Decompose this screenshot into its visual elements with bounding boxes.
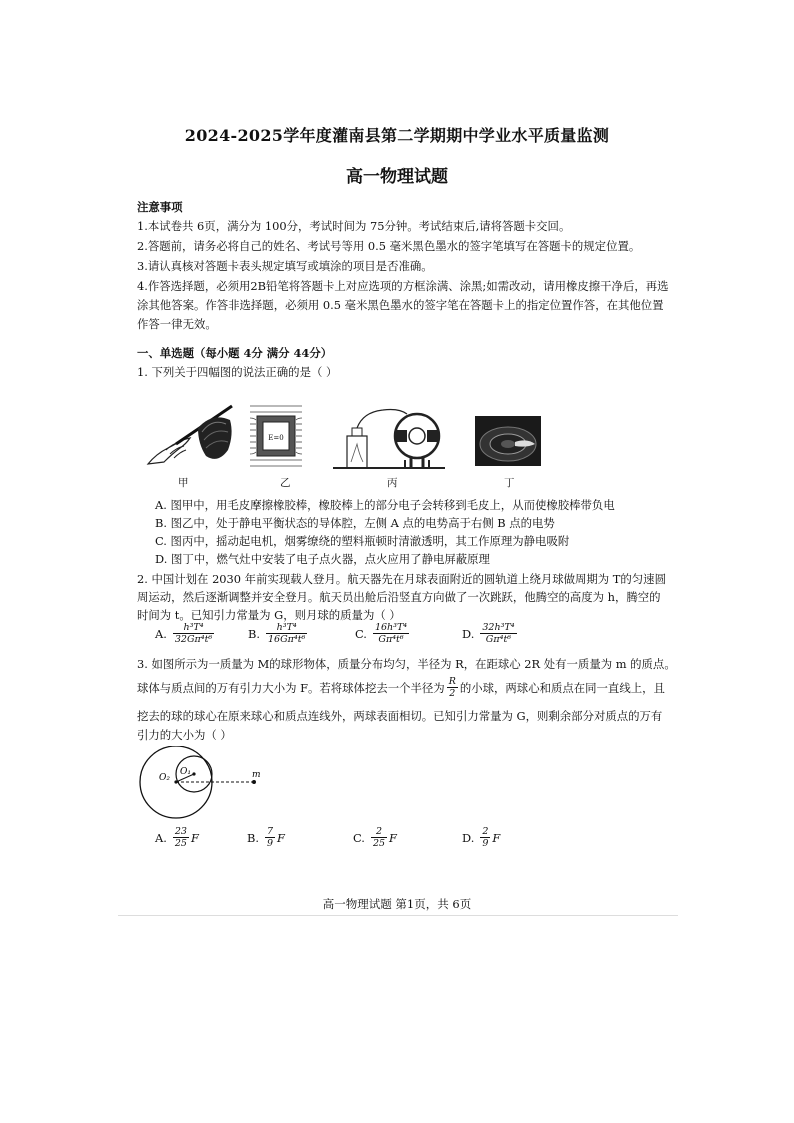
- fraction-numerator: h³T⁴: [173, 622, 214, 634]
- fraction-denominator: 9: [267, 838, 274, 849]
- q3-option-letter: C.: [353, 830, 365, 845]
- q1-stem: 1. 下列关于四幅图的说法正确的是（ ）: [137, 365, 338, 379]
- fraction-denominator: 25: [372, 838, 386, 849]
- q1-figure-yi: [248, 402, 304, 470]
- q3-figure-label: m: [252, 770, 261, 780]
- fraction-denominator: 32Gπ⁴t⁶: [174, 634, 213, 645]
- q3-option-fraction: [371, 826, 387, 849]
- q3-option-tail: F: [190, 830, 199, 845]
- q3-text: 的小球，两球心和质点在同一直线上，且: [459, 680, 665, 695]
- q1-figure-ding: [475, 416, 541, 466]
- fraction-numerator: h³T⁴: [266, 622, 307, 634]
- q2-stem-line: 时间为 t。已知引力常量为 G，则月球的质量为（ ）: [137, 608, 401, 622]
- q3-option-d: [462, 826, 500, 849]
- q3-inline-fraction: [447, 676, 458, 699]
- q3-option-fraction: [480, 826, 490, 849]
- notes-item: 3.请认真核对答题卡表头规定填写或填涂的项目是否准确。: [137, 259, 433, 273]
- q3-stem-line: 引力的大小为（ ）: [137, 728, 232, 742]
- q2-option-fraction: [480, 622, 516, 645]
- q2-option-b: [248, 622, 307, 645]
- notes-item: 2.答题前，请务必将自己的姓名、考试号等用 0.5 毫米黑色墨水的签字笔填写在答题卡的规定位置。: [137, 239, 641, 253]
- q1-figure-bing: [333, 400, 445, 472]
- q1-option-b: B. 图乙中，处于静电平衡状态的导体腔，左侧 A 点的电势高于右侧 B 点的电势: [155, 516, 555, 530]
- q2-option-fraction: [373, 622, 409, 645]
- q3-stem-line: 挖去的球的球心在原来球心和质点连线外，两球表面相切。已知引力常量为 G，则剩余部分对质点的万有: [137, 709, 663, 723]
- q3-option-b: [247, 826, 285, 849]
- q2-option-fraction: [173, 622, 214, 645]
- q3-option-tail: F: [492, 830, 501, 845]
- q1-figure-label: 丙: [387, 477, 398, 489]
- q1-figure-label: 丁: [504, 477, 515, 489]
- q2-option-letter: B.: [248, 626, 260, 641]
- fraction-numerator: 2: [482, 826, 489, 837]
- fraction-numerator: 7: [267, 826, 274, 837]
- q1-option-d: D. 图丁中，燃气灶中安装了电子点火器，点火应用了静电屏蔽原理: [155, 552, 490, 566]
- q1-figure-label: 甲: [178, 477, 189, 489]
- fraction-denominator: 25: [174, 838, 187, 849]
- q3-stem-line: 3. 如图所示为一质量为 M的球形物体，质量分布均匀，半径为 R，在距球心 2R 处有一质量为 m 的质点。: [137, 657, 676, 671]
- q1-option-a: A. 图甲中，用毛皮摩擦橡胶棒，橡胶棒上的部分电子会转移到毛皮上，从而使橡胶棒带负电: [155, 498, 615, 512]
- footer-divider: [118, 915, 678, 916]
- section-heading: 一、单选题（每小题 4分 满分 44分）: [137, 346, 333, 360]
- fraction-denominator: Gπ⁴t⁶: [378, 634, 404, 645]
- exam-subtitle: 高一物理试题: [346, 167, 448, 187]
- q3-stem-line-2: [137, 676, 665, 699]
- q2-stem-line: 周运动，然后逐渐调整并安全登月。航天员出舱后沿竖直方向做了一次跳跃，他腾空的高度为 h，腾空的: [137, 590, 661, 604]
- q3-option-tail: F: [277, 830, 285, 845]
- fraction-denominator: 16Gπ⁴t⁶: [268, 634, 306, 645]
- fraction-denominator: 2: [449, 688, 456, 699]
- notes-item: 作答一律无效。: [137, 317, 217, 331]
- q2-option-a: [155, 622, 214, 645]
- q3-option-fraction: [173, 826, 189, 849]
- q3-figure-label: O₁: [180, 767, 191, 777]
- fraction-numerator: R: [448, 676, 456, 687]
- q2-option-c: [355, 622, 409, 645]
- q2-option-d: [462, 622, 517, 645]
- q1-figure-label: 乙: [280, 477, 291, 489]
- q2-option-letter: A.: [155, 626, 167, 641]
- q3-option-letter: D.: [462, 830, 475, 845]
- fraction-denominator: 9: [482, 838, 489, 849]
- notes-item: 涂其他答案。作答非选择题，必须用 0.5 毫米黑色墨水的签字笔在答题卡上的指定位置作答，在其他位置: [137, 298, 664, 312]
- q3-option-tail: F: [389, 830, 397, 845]
- q1-inner-label: E=0: [268, 434, 284, 442]
- notes-heading: 注意事项: [137, 200, 183, 214]
- q2-option-letter: D.: [462, 626, 475, 641]
- q3-option-a: [155, 826, 199, 849]
- fraction-numerator: 16h³T⁴: [374, 622, 408, 633]
- q1-figure-jia: [146, 404, 236, 470]
- notes-item: 1.本试卷共 6页，满分为 100分，考试时间为 75分钟。考试结束后,请将答题卡交回。: [137, 219, 571, 233]
- q3-option-fraction: [265, 826, 275, 849]
- fraction-numerator: 23: [174, 826, 187, 837]
- q3-option-letter: B.: [247, 830, 259, 845]
- q3-text: 球体与质点间的万有引力大小为 F。若将球体挖去一个半径为: [137, 680, 445, 695]
- fraction-numerator: 32h³T⁴: [482, 622, 515, 633]
- q2-stem-line: 2. 中国计划在 2030 年前实现载人登月。航天器先在月球表面附近的圆轨道上绕月球做周期为 T的匀速圆: [137, 572, 666, 586]
- q3-option-letter: A.: [155, 830, 167, 845]
- fraction-numerator: 2: [371, 826, 387, 838]
- q2-option-fraction: [266, 622, 307, 645]
- fraction-denominator: Gπ⁴t⁶: [485, 634, 512, 645]
- exam-title: 2024-2025学年度灌南县第二学期期中学业水平质量监测: [184, 126, 610, 145]
- page-footer: 高一物理试题 第1页，共 6页: [322, 897, 472, 911]
- q2-option-letter: C.: [355, 626, 367, 641]
- q3-option-c: [353, 826, 397, 849]
- q3-figure-label: O₂: [159, 773, 170, 783]
- q1-option-c: C. 图丙中，摇动起电机，烟雾缭绕的塑料瓶顿时清澈透明，其工作原理为静电吸附: [155, 534, 570, 548]
- notes-item: 4.作答选择题，必须用2B铅笔将答题卡上对应选项的方框涂满、涂黑;如需改动，请用橡皮擦干净后，再选: [137, 279, 669, 293]
- q3-figure: [138, 746, 268, 822]
